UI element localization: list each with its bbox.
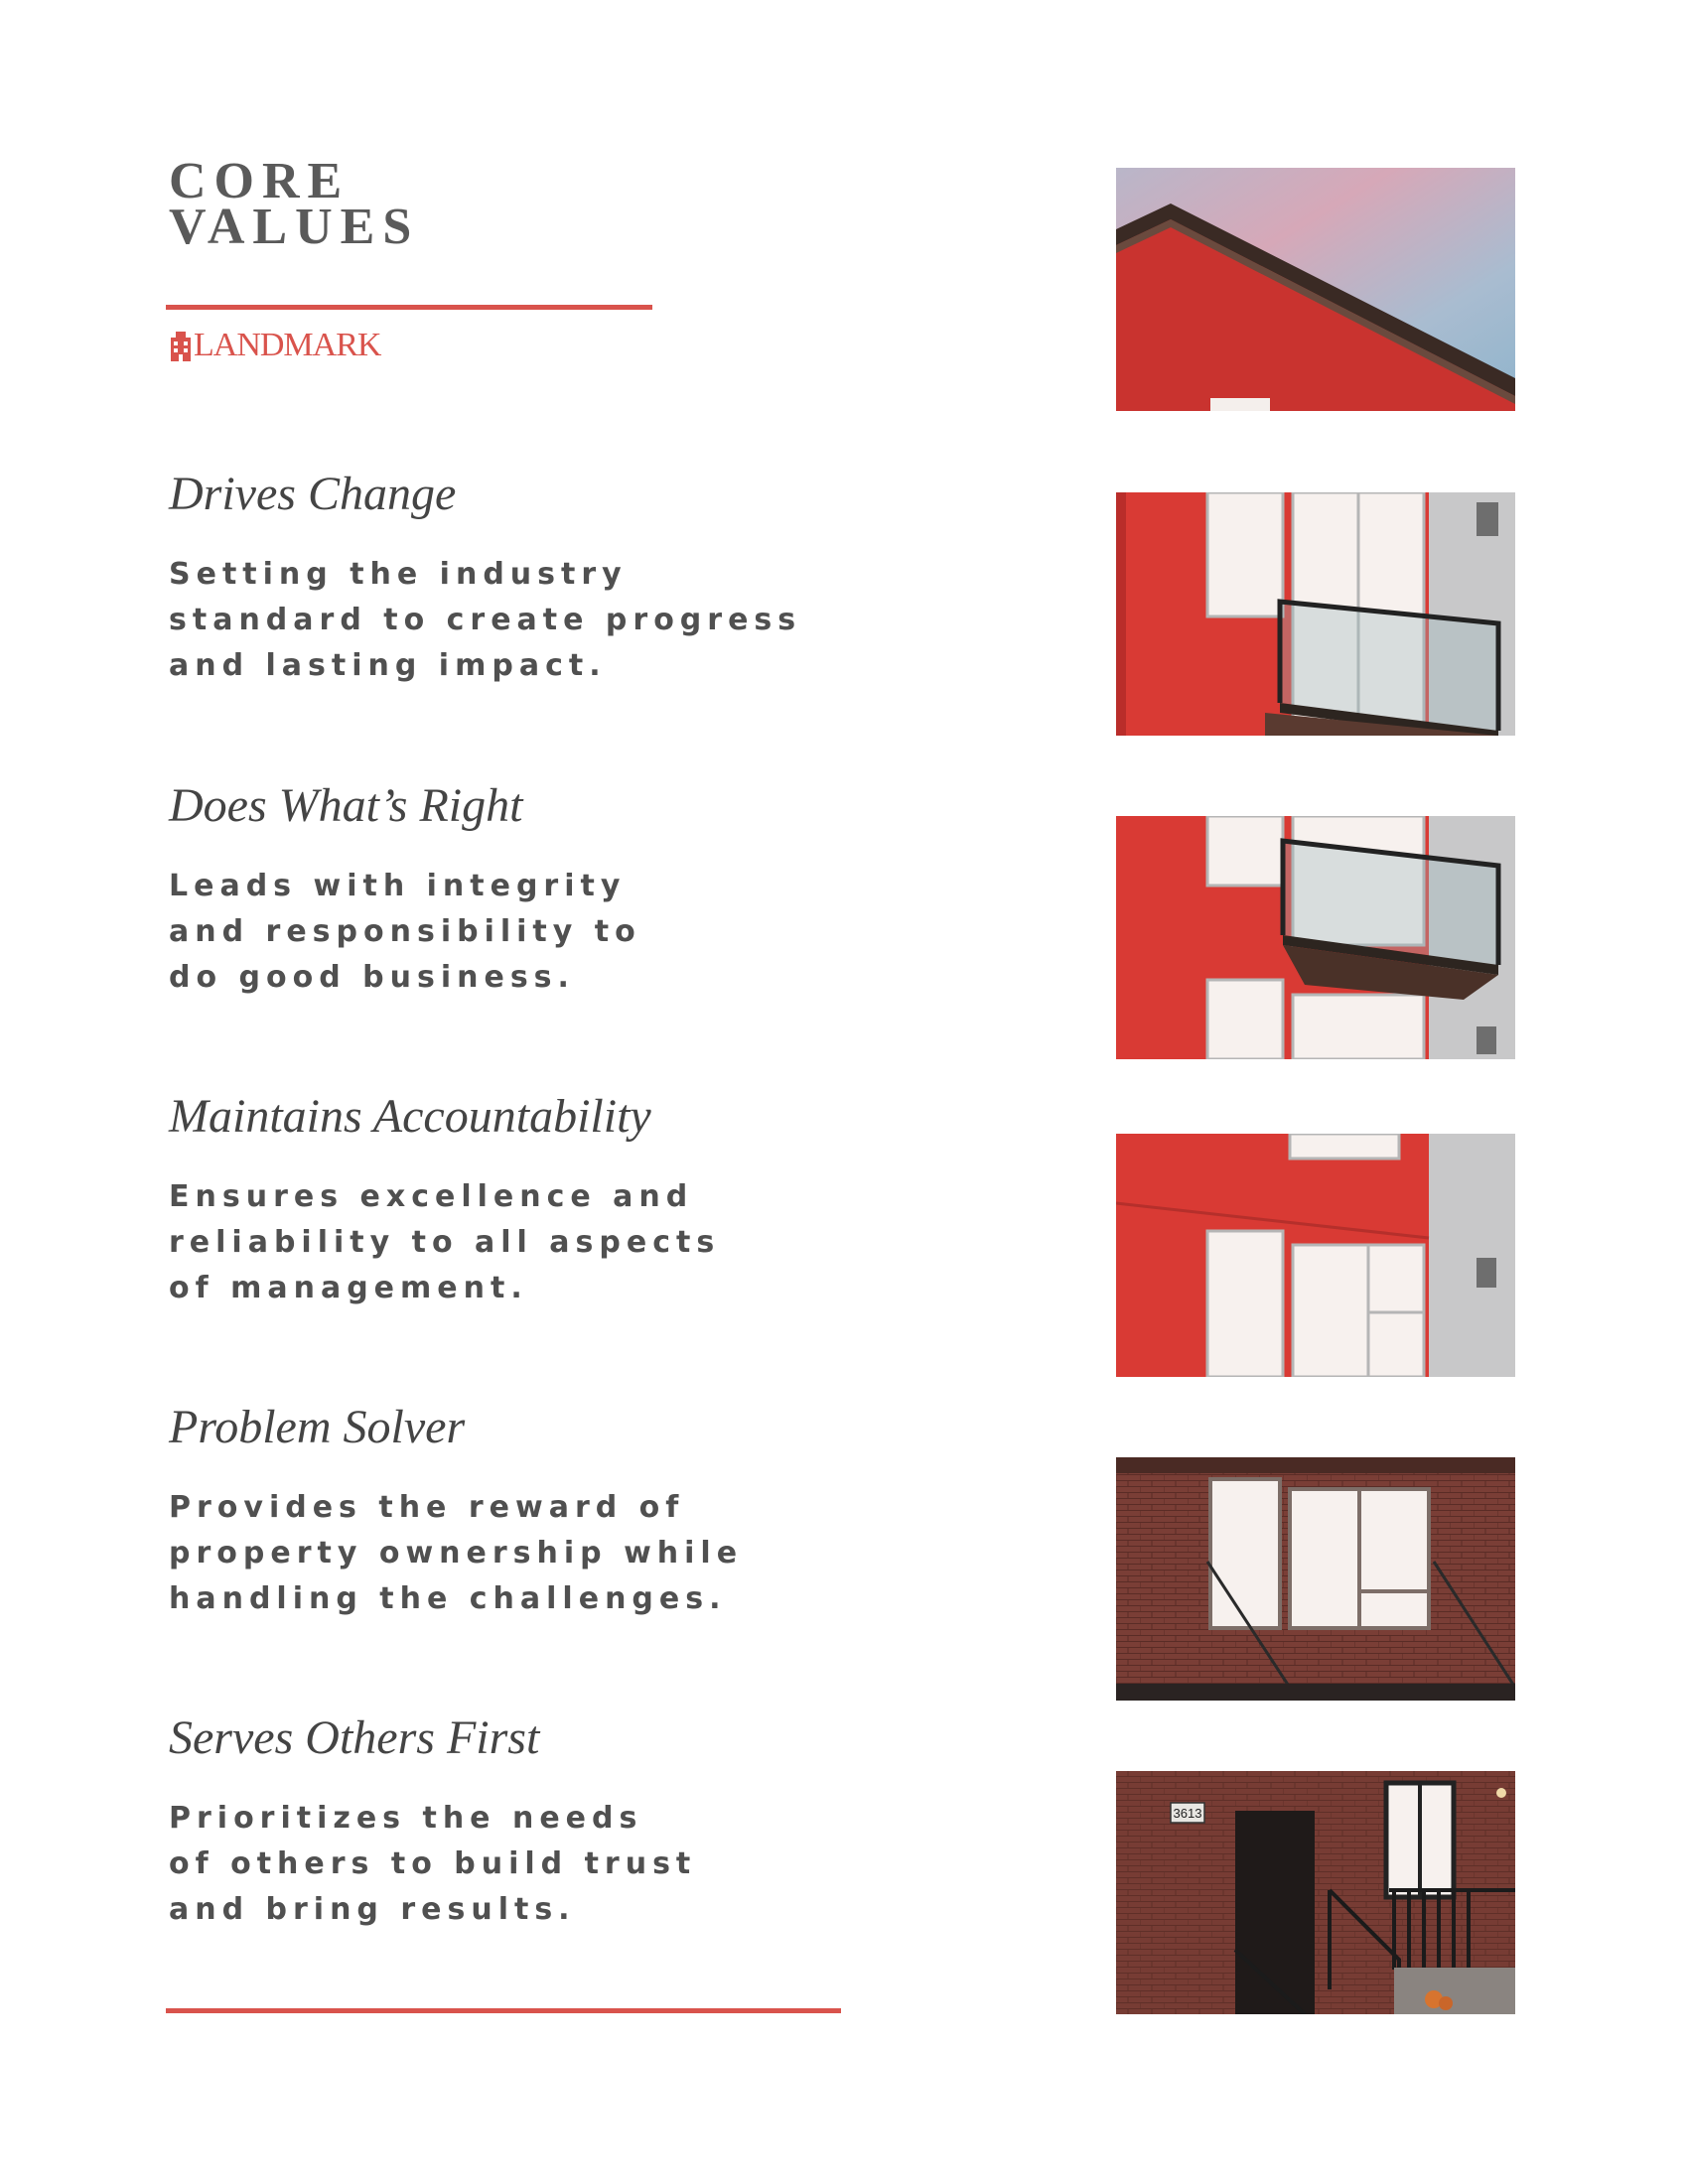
footer-divider [166, 2008, 841, 2013]
value-heading: Serves Others First [169, 1711, 540, 1764]
photo-entrance [1116, 1771, 1515, 2014]
photo-balcony-1 [1116, 492, 1515, 736]
value-description: Setting the industry standard to create progress and lasting impact. [169, 557, 802, 683]
value-description: Ensures excellence and reliability to all aspects of management. [169, 1179, 721, 1305]
value-serves-others-first [169, 1710, 864, 1933]
value-description: Prioritizes the needs of others to build trust and bring results. [169, 1801, 697, 1927]
photo-balcony-2 [1116, 816, 1515, 1059]
value-description: Leads with integrity and responsibility to do good business. [169, 869, 641, 995]
photo-roofline [1116, 168, 1515, 411]
building-logo-icon [169, 330, 193, 361]
value-heading: Problem Solver [169, 1401, 466, 1453]
value-heading: Maintains Accountability [169, 1090, 651, 1143]
title-divider [166, 305, 652, 310]
value-maintains-accountability [169, 1089, 864, 1311]
brand-name: LANDMARK [194, 327, 381, 363]
value-does-whats-right [169, 778, 864, 1001]
address-number: 3613 [1173, 1806, 1202, 1821]
title-line-1: CORE [169, 153, 351, 209]
value-drives-change [169, 467, 864, 689]
photo-brick [1116, 1457, 1515, 1701]
photo-facade [1116, 1134, 1515, 1377]
value-heading: Does What’s Right [169, 779, 523, 832]
title-line-2: VALUES [169, 199, 420, 255]
landmark-logo [169, 328, 380, 363]
value-heading: Drives Change [169, 468, 457, 520]
value-problem-solver [169, 1400, 864, 1622]
value-description: Provides the reward of property ownership while handling the challenges. [169, 1490, 744, 1616]
page-title [169, 153, 420, 255]
